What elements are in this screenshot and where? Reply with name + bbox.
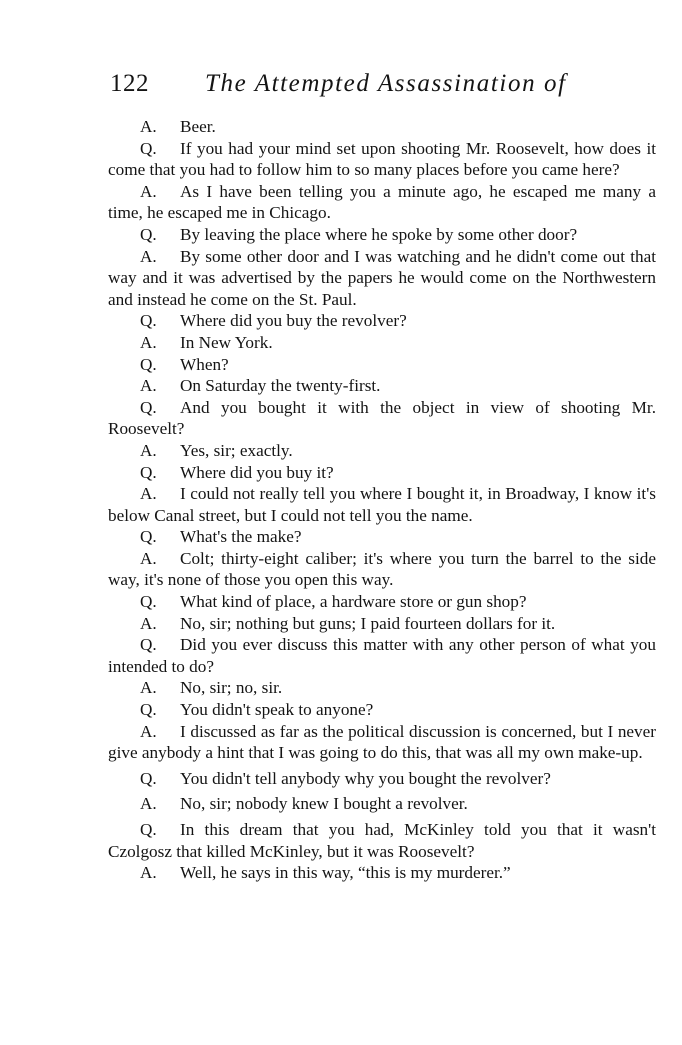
line-text: Where did you buy it? [180, 462, 334, 482]
transcript-line [108, 332, 656, 354]
transcript-line [108, 246, 656, 311]
line-text: No, sir; no, sir. [180, 678, 283, 698]
transcript-line [108, 310, 656, 332]
line-text: Where did you buy the revolver? [180, 311, 407, 331]
speaker-label: Q. [140, 397, 157, 417]
transcript-line [108, 699, 656, 721]
line-text: Yes, sir; exactly. [180, 440, 293, 460]
line-text: If you had your mind set upon shooting Mr. Roosevelt, how does it come that you had to follow him to so many places before you came here? [108, 138, 656, 180]
transcript-line [108, 224, 656, 246]
transcript-line [108, 397, 656, 440]
transcript-line [108, 440, 656, 462]
transcript-line [108, 548, 656, 591]
line-text: No, sir; nobody knew I bought a revolver. [180, 794, 468, 814]
speaker-label: Q. [140, 138, 157, 158]
transcript-line [108, 677, 656, 699]
line-text: When? [180, 354, 229, 374]
speaker-label: A. [140, 181, 157, 201]
speaker-label: Q. [140, 768, 157, 788]
line-text: By some other door and I was watching and he didn't come out that way and it was advertised by the papers he would come on the Northwestern and instead he come on the St. Paul. [108, 246, 656, 309]
transcript-line [108, 613, 656, 635]
speaker-label: Q. [140, 462, 157, 482]
transcript-line [108, 862, 656, 884]
line-text: No, sir; nothing but guns; I paid fourteen dollars for it. [180, 613, 556, 633]
transcript-line [108, 354, 656, 376]
line-text: What's the make? [180, 527, 302, 547]
line-text: As I have been telling you a minute ago, he escaped me many a time, he escaped me in Chicago. [108, 181, 656, 223]
transcript-line [108, 483, 656, 526]
transcript-line [108, 819, 656, 862]
transcript-line [108, 181, 656, 224]
page-number: 122 [110, 70, 149, 97]
running-head [110, 70, 670, 104]
line-text: Well, he says in this way, “this is my murderer.” [180, 863, 511, 883]
speaker-label: Q. [140, 592, 157, 612]
transcript-line [108, 591, 656, 613]
line-text: I could not really tell you where I bought it, in Broadway, I know it's below Canal street, but I could not tell you the name. [108, 484, 656, 525]
line-text: In this dream that you had, McKinley told you that it wasn't Czolgosz that killed McKinley, but it was Roosevelt? [108, 820, 656, 861]
line-text: Colt; thirty-eight caliber; it's where you turn the barrel to the side way, it's none of those you open this way. [108, 548, 656, 590]
speaker-label: A. [140, 794, 157, 814]
transcript-line [108, 375, 656, 397]
transcript-line [108, 793, 656, 815]
speaker-label: A. [140, 613, 157, 633]
line-text: On Saturday the twenty-first. [180, 376, 381, 396]
speaker-label: A. [140, 246, 157, 266]
speaker-label: A. [140, 117, 157, 136]
speaker-label: Q. [140, 527, 157, 547]
speaker-label: A. [140, 548, 157, 568]
speaker-label: A. [140, 332, 157, 352]
speaker-label: Q. [140, 311, 157, 331]
transcript-line [108, 116, 656, 138]
speaker-label: Q. [140, 224, 157, 244]
line-text: Did you ever discuss this matter with any other person of what you intended to do? [108, 635, 656, 676]
transcript-line [108, 634, 656, 677]
speaker-label: Q. [140, 635, 157, 655]
speaker-label: Q. [140, 820, 157, 839]
line-text: Beer. [180, 117, 216, 136]
line-text: I discussed as far as the political discussion is concerned, but I never give anybody a hint that I was going to do this, that was all my own make-up. [108, 721, 656, 763]
speaker-label: A. [140, 440, 157, 460]
transcript-line [108, 138, 656, 181]
transcript-line [108, 768, 656, 790]
speaker-label: A. [140, 721, 157, 741]
line-text: What kind of place, a hardware store or gun shop? [180, 592, 527, 612]
line-text: By leaving the place where he spoke by some other door? [180, 224, 578, 244]
speaker-label: A. [140, 863, 157, 883]
transcript-text [108, 116, 656, 884]
transcript-line [108, 462, 656, 484]
line-text: In New York. [180, 332, 273, 352]
line-text: You didn't speak to anyone? [180, 700, 374, 720]
speaker-label: A. [140, 376, 157, 396]
line-text: And you bought it with the object in view of shooting Mr. Roosevelt? [108, 397, 656, 439]
speaker-label: A. [140, 678, 157, 698]
line-text: You didn't tell anybody why you bought the revolver? [180, 768, 551, 788]
transcript-line [108, 721, 656, 764]
speaker-label: Q. [140, 354, 157, 374]
transcript-line [108, 526, 656, 548]
speaker-label: Q. [140, 700, 157, 720]
running-title: The Attempted Assassination of [205, 70, 567, 97]
speaker-label: A. [140, 484, 157, 504]
